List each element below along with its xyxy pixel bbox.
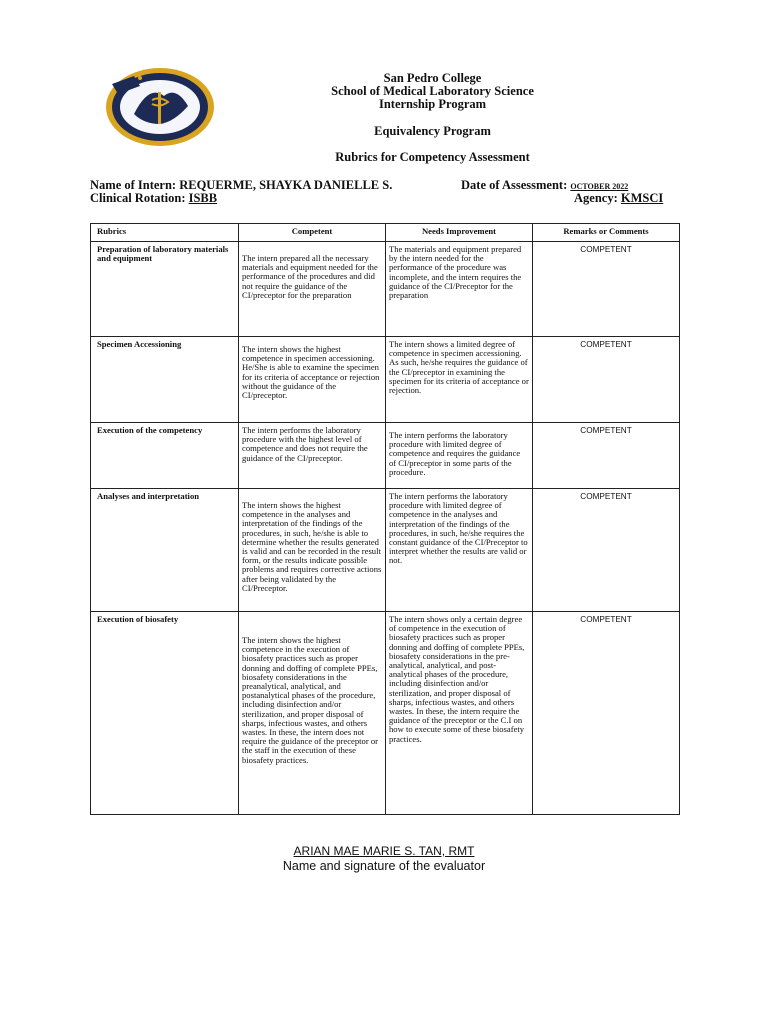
rubric-cell: Execution of the competency: [91, 423, 239, 489]
table-row: [91, 612, 680, 815]
rubric-cell: Execution of biosafety: [91, 612, 239, 815]
needs-improvement-cell: The intern performs the laboratory procedure with limited degree of competence in the analyses and interpretation of the findings of the procedures, in such, he/she requires the constant guidance of the CI/Preceptor to interpret whether the results are valid or not.: [386, 489, 533, 612]
table-row: [91, 423, 680, 489]
rubric-cell: Preparation of laboratory materials and equipment: [91, 242, 239, 337]
needs-improvement-cell: The intern performs the laboratory procedure with limited degree of competence and requires the guidance of CI/preceptor in some parts of the procedure.: [386, 423, 533, 489]
rotation-value: ISBB: [188, 191, 218, 205]
table-header-row: [91, 224, 680, 242]
header-competent: Competent: [239, 224, 386, 242]
date-label: Date of Assessment:: [461, 178, 568, 192]
subtitle-equivalency: Equivalency Program: [374, 124, 491, 138]
needs-improvement-cell: The intern shows only a certain degree of competence in the execution of biosafety practices such as proper donning and doffing of complete PPEs, biosafety considerations in the pre-analytical, analytical, and post-analytical phases of the procedure, including disinfection and/or sterilization, and proper disposal of sharps, infectious wastes, and others wastes. In these, the intern require the guidance of the preceptor or the C.I on how to execute some of these biosafety practices.: [386, 612, 533, 815]
competent-cell: The intern shows the highest competence in specimen accessioning. He/She is able to examine the specimen for its criteria of acceptance or rejection without the guidance of the CI/preceptor.: [239, 337, 386, 423]
table-row: [91, 242, 680, 337]
header-remarks: Remarks or Comments: [533, 224, 680, 242]
rubric-cell: Analyses and interpretation: [91, 489, 239, 612]
evaluator-name: ARIAN MAE MARIE S. TAN, RMT: [293, 844, 475, 858]
program-name: Internship Program: [378, 97, 487, 111]
competent-cell: The intern shows the highest competence in the analyses and interpretation of the findings of the procedures, in such, he/she is able to determine whether the results generated is valid and can be recorded in the result form, or the results indicate possible problems and requires corrective actions after being validated by the CI/Preceptor.: [239, 489, 386, 612]
competent-cell: The intern performs the laboratory procedure with the highest level of competence and does not require the guidance of the CI/preceptor.: [239, 423, 386, 489]
rubric-table: [90, 223, 680, 815]
remark-cell: COMPETENT: [533, 423, 680, 489]
remark-cell: COMPETENT: [533, 489, 680, 612]
rotation-line: [90, 191, 217, 205]
table-row: [91, 489, 680, 612]
agency-value: KMSCI: [620, 191, 664, 205]
competent-cell: The intern shows the highest competence in the execution of biosafety practices such as proper donning and doffing of complete PPEs, biosafety considerations in the preanalytical, analytical, and postanalytical phases of the procedure, including disinfection and/or sterilization, and proper disposal of sharps, infectious wastes, and others wastes. In these, the intern does not require the guidance of the preceptor or the staff in the execution of these biosafety practices.: [239, 612, 386, 815]
rotation-label: Clinical Rotation:: [90, 191, 186, 205]
evaluator-label: Name and signature of the evaluator: [282, 859, 486, 873]
header-rubrics: Rubrics: [91, 224, 239, 242]
college-seal-icon: [104, 66, 216, 148]
school-name: School of Medical Laboratory Science: [331, 84, 534, 98]
subtitle-rubrics: Rubrics for Competency Assessment: [335, 150, 530, 164]
needs-improvement-cell: The materials and equipment prepared by the intern needed for the performance of the procedure was incomplete, and the intern requires the guidance of the CI/Preceptor for the preparation: [386, 242, 533, 337]
rubric-cell: Specimen Accessioning: [91, 337, 239, 423]
remark-cell: COMPETENT: [533, 337, 680, 423]
remark-cell: COMPETENT: [533, 612, 680, 815]
college-name: San Pedro College: [383, 71, 482, 85]
needs-improvement-cell: The intern shows a limited degree of competence in specimen accessioning. As such, he/she requires the guidance of the CI/preceptor in examining the specimen for its criteria of acceptance or rejection.: [386, 337, 533, 423]
agency-line: [574, 191, 663, 205]
table-row: [91, 337, 680, 423]
date-value: OCTOBER 2022: [570, 182, 629, 191]
remark-cell: COMPETENT: [533, 242, 680, 337]
intern-label: Name of Intern:: [90, 178, 177, 192]
intern-line: [90, 178, 392, 192]
competent-cell: The intern prepared all the necessary materials and equipment needed for the performance of the procedures and did not require the guidance of the CI/preceptor for the preparation: [239, 242, 386, 337]
intern-value: REQUERME, SHAYKA DANIELLE S.: [179, 178, 393, 192]
header-needs-improvement: Needs Improvement: [386, 224, 533, 242]
agency-label: Agency:: [574, 191, 618, 205]
